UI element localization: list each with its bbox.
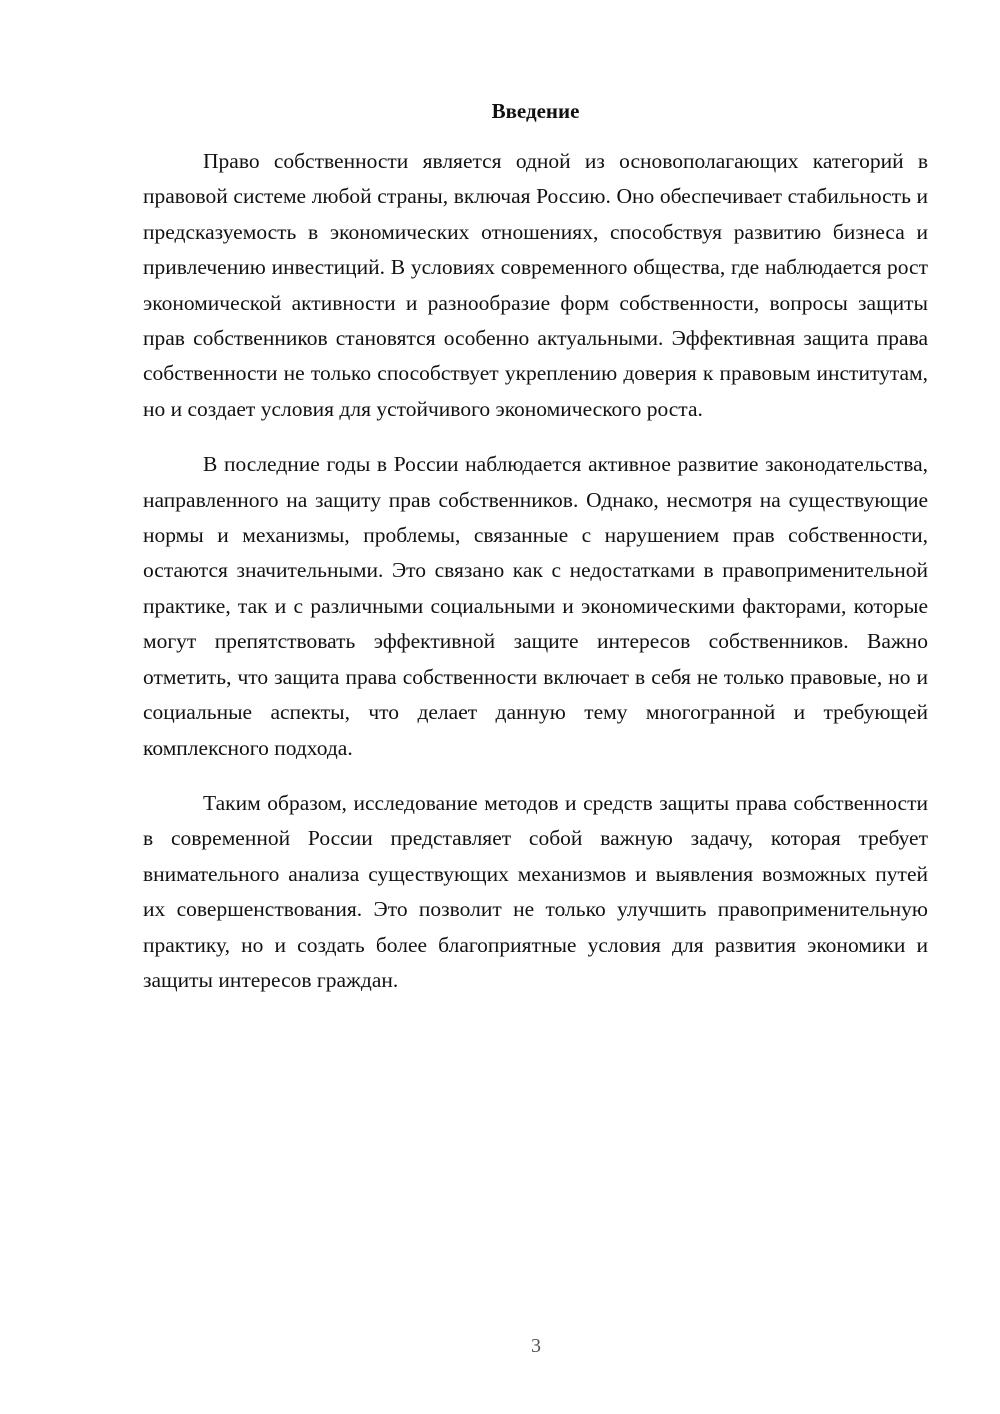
paragraph-3: Таким образом, исследование методов и средств защиты права собственности в современной России представляет собой важную задачу, которая требует внимательного анализа существующих механизмов и выявления возможных путей их совершенствования. Это позволит не только улучшить правоприменительную практику, но и создать более благоприятные условия для развития экономики и защиты интересов граждан. — [143, 790, 928, 992]
section-heading: Введение — [491, 99, 580, 123]
paragraph-1: Право собственности является одной из основополагающих категорий в правовой системе любой страны, включая Россию. Оно обеспечивает стабильность и предсказуемость в экономических отношениях, способствуя развитию бизнеса и привлечению инвестиций. В условиях современного общества, где наблюдается рост экономической активности и разнообразие форм собственности, вопросы защиты прав собственников становятся особенно актуальными. Эффективная защита права собственности не только способствует укреплению доверия к правовым институтам, но и создает условия для устойчивого экономического роста. — [143, 149, 928, 421]
paragraph-2: В последние годы в России наблюдается активное развитие законодательства, направленного на защиту прав собственников. Однако, несмотря на существующие нормы и механизмы, проблемы, связанные с нарушением прав собственности, остаются значительными. Это связано как с недостатками в правоприменительной практике, так и с различными социальными и экономическими факторами, которые могут препятствовать эффективной защите интересов собственников. Важно отметить, что защита права собственности включает в себя не только правовые, но и социальные аспекты, что делает данную тему многогранной и требующей комплексного подхода. — [143, 452, 928, 760]
page-number: 3 — [531, 1335, 541, 1357]
document-body — [143, 96, 928, 1018]
